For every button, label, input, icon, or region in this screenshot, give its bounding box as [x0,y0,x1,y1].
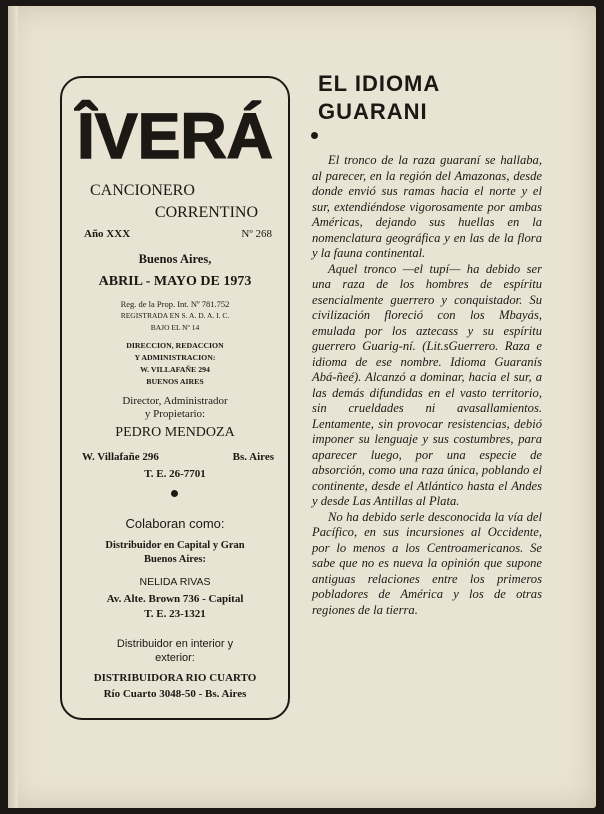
article-body [312,153,542,618]
office-city: Bs. Aires [232,451,274,463]
city-label: Buenos Aires, [138,252,212,266]
registry-line-3: BAJO EL Nº 14 [150,323,200,332]
office-line-1: DIRECCION, REDACCION [126,341,224,350]
subtitle-cancionero: CANCIONERO [90,182,195,199]
subtitle-correntino: CORRENTINO [154,204,258,221]
dist-capital-name: NELIDA RIVAS [139,576,211,588]
article-paragraph: No ha debido serle desconocida la vía del Pacífico, en sus incursiones al Occidente, por lo menos a los Centroamericanos. Se sabe que no es nueva la opinión que supone antiguas relaciones entre los primeros pobladores de América y los de otras regiones de la tierra. [312,509,542,617]
dist-capital-phone: T. E. 23-1321 [144,608,206,620]
magazine-page [8,6,596,808]
dist-interior-address: Río Cuarto 3048-50 - Bs. Aires [103,688,247,700]
ivera-logo [74,92,276,166]
year-label: Año XXX [84,228,131,240]
registry-line-2: REGISTRADA EN S. A. D. A. I. C. [120,311,230,320]
article-paragraph: Aquel tronco —el tupí— ha debido ser una raza de los hombres de espíritu esencialmente guerrero y conquistador. Su civilización floreció con los Mbayás, emulada por los aztecass y su espíritu guerrero Guarig-ní. (Lit.sGuerrero. Raza e idioma de ese nombre. Idioma Guaranís Abá-ñeé). Alcanzó a dominar, hacia el sur, a las demás difundidas en el vasto territorio, sin crueldades ni avasallamientos. Lentamente, sin provocar resistencias, debió imponer su lenguaje y sus costumbres, para aparecer luego, por una especie de absorción, como una raza única, poblando el continente, desde el Atlántico hasta el Andes y desde Las Antillas al Plata. [312,261,542,508]
office-phone: T. E. 26-7701 [144,468,206,480]
office-line-4: BUENOS AIRES [146,377,204,386]
article-title-line-1: EL IDIOMA [318,71,441,96]
masthead-box [60,76,290,720]
dist-interior-label-1: Distribuidor en interior y [116,638,234,650]
dist-capital-label-2: Buenos Aires: [144,554,206,565]
office-line-3: W. VILLAFAÑE 294 [140,365,210,374]
article-title [318,70,558,126]
issue-date: ABRIL - MAYO DE 1973 [98,274,252,289]
article-bullet-icon [311,132,318,139]
collab-heading: Colaboran como: [125,516,225,531]
issue-number: Nº 268 [241,228,272,240]
dist-interior-label-2: exterior: [155,652,195,664]
director-label-1: Director, Administrador [122,395,228,407]
article-paragraph: El tronco de la raza guaraní se hallaba, al parecer, en la región del Amazonas, desde donde envió sus ramas hacia el norte y el sur, extendiéndose vigorosamente por ambas Américas, dejando sus huellas en la nomenclatura geográfica y en las de la flora y la fauna continental. [312,153,542,260]
dist-interior-name: DISTRIBUIDORA RIO CUARTO [93,672,257,684]
dist-capital-address: Av. Alte. Brown 736 - Capital [106,593,244,605]
page-edge [8,6,18,808]
registry-line-1: Reg. de la Prop. Int. Nº 781.752 [120,299,230,309]
bullet-icon [171,490,178,497]
office-line-2: Y ADMINISTRACION: [134,353,216,362]
director-name: PEDRO MENDOZA [115,425,235,440]
svg-text:ÎVERÁ: ÎVERÁ [77,100,273,166]
article-title-line-2: GUARANI [318,99,428,124]
dist-capital-label-1: Distribuidor en Capital y Gran [105,540,245,551]
director-label-2: y Propietario: [144,408,206,420]
office-address: W. Villafañe 296 [82,451,159,463]
